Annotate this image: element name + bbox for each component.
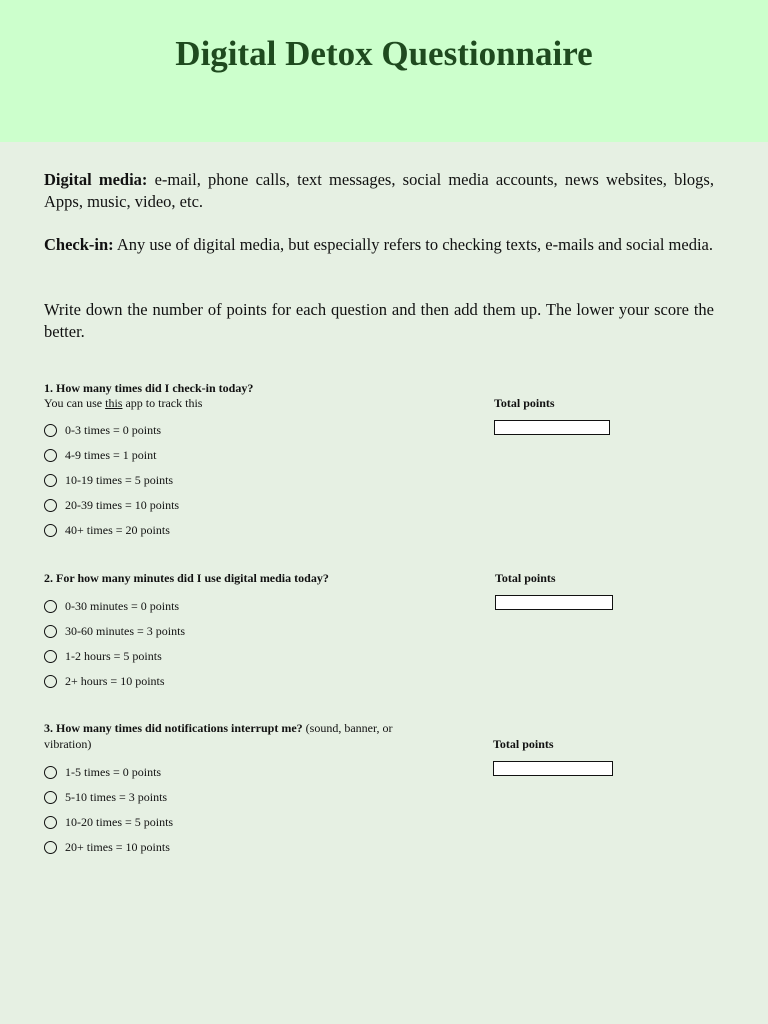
checkin-term: Check-in: [44, 235, 114, 254]
q1-app-link[interactable]: this [105, 396, 123, 410]
q2-total-label: Total points [495, 571, 556, 585]
radio-button[interactable] [44, 474, 57, 487]
q3-title-text: 3. How many times did notifications interrupt me? [44, 721, 303, 735]
q3-title [44, 720, 414, 752]
q1-subtitle [44, 395, 202, 411]
digital-media-text: e-mail, phone calls, text messages, social media accounts, news websites, blogs, Apps, music, video, etc. [44, 170, 714, 211]
q1-option-4[interactable] [44, 496, 179, 514]
q3-option-1-label: 1-5 times = 0 points [65, 765, 162, 779]
q2-option-1-label: 0-30 minutes = 0 points [65, 599, 180, 613]
radio-button[interactable] [44, 791, 57, 804]
q3-option-3-label: 10-20 times = 5 points [65, 815, 174, 829]
q1-sub-after: app to track this [122, 396, 203, 410]
q1-option-3-label: 10-19 times = 5 points [65, 473, 174, 487]
q3-option-2-label: 5-10 times = 3 points [65, 790, 168, 804]
radio-button[interactable] [44, 841, 57, 854]
q1-option-2-label: 4-9 times = 1 point [65, 448, 157, 462]
radio-button[interactable] [44, 449, 57, 462]
radio-button[interactable] [44, 524, 57, 537]
q1-sub-before: You can use [44, 396, 106, 410]
radio-button[interactable] [44, 625, 57, 638]
radio-button[interactable] [44, 424, 57, 437]
radio-button[interactable] [44, 675, 57, 688]
q3-title-note: (sound, banner, or [302, 721, 393, 735]
q3-option-4-label: 20+ times = 10 points [65, 840, 170, 854]
q2-option-1[interactable] [44, 597, 179, 615]
q2-title-text: 2. For how many minutes did I use digital media today? [44, 571, 329, 585]
q2-option-4[interactable] [44, 672, 165, 690]
q3-total-input[interactable] [493, 761, 613, 776]
q2-option-3-label: 1-2 hours = 5 points [65, 649, 162, 663]
q3-total-label: Total points [493, 737, 554, 751]
checkin-definition [44, 234, 714, 256]
q3-option-4[interactable] [44, 838, 170, 856]
q1-option-2[interactable] [44, 446, 156, 464]
q1-option-5-label: 40+ times = 20 points [65, 523, 170, 537]
q1-option-1-label: 0-3 times = 0 points [65, 423, 162, 437]
q2-title [44, 570, 329, 586]
q1-title-text: 1. How many times did I check-in today? [44, 381, 254, 395]
q1-option-5[interactable] [44, 521, 170, 539]
q3-option-1[interactable] [44, 763, 161, 781]
q2-total-input[interactable] [495, 595, 613, 610]
q3-option-2[interactable] [44, 788, 167, 806]
q2-option-2[interactable] [44, 622, 185, 640]
radio-button[interactable] [44, 499, 57, 512]
q2-option-4-label: 2+ hours = 10 points [65, 674, 165, 688]
q3-option-3[interactable] [44, 813, 173, 831]
q1-title [44, 380, 253, 396]
checkin-text: Any use of digital media, but especially refers to checking texts, e-mails and social media. [116, 235, 713, 254]
q1-total-input[interactable] [494, 420, 610, 435]
digital-media-definition [44, 169, 714, 213]
q2-option-2-label: 30-60 minutes = 3 points [65, 624, 186, 638]
instructions-text: Write down the number of points for each question and then add them up. The lower your score the better. [44, 300, 714, 341]
q3-title-note-2: vibration) [44, 737, 92, 751]
radio-button[interactable] [44, 600, 57, 613]
q1-option-4-label: 20-39 times = 10 points [65, 498, 180, 512]
radio-button[interactable] [44, 816, 57, 829]
digital-media-term: Digital media: [44, 170, 148, 189]
q1-total-label: Total points [494, 396, 555, 410]
q1-option-1[interactable] [44, 421, 161, 439]
page-title: Digital Detox Questionnaire [175, 34, 593, 73]
q1-option-3[interactable] [44, 471, 173, 489]
radio-button[interactable] [44, 650, 57, 663]
radio-button[interactable] [44, 766, 57, 779]
q2-option-3[interactable] [44, 647, 162, 665]
